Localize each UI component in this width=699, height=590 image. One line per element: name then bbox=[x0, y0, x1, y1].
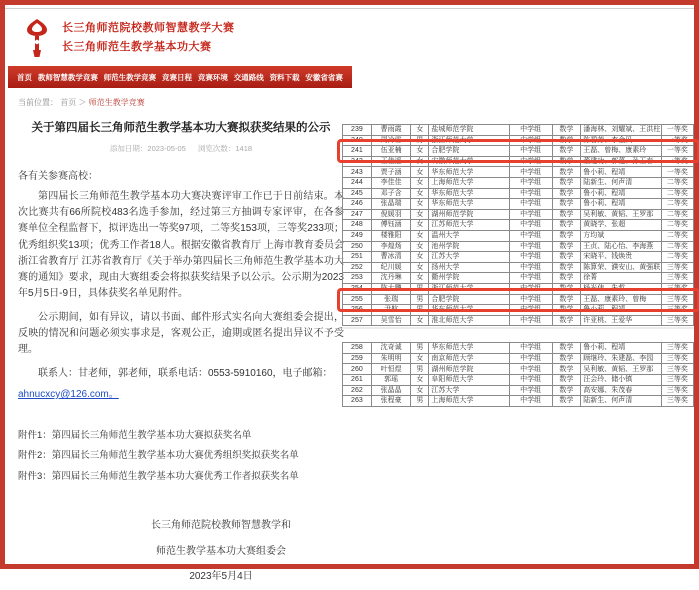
table-cell: 朱明明 bbox=[371, 353, 411, 364]
main-navbar bbox=[8, 66, 352, 88]
table-cell: 三等奖 bbox=[661, 262, 693, 273]
table-cell: 数学 bbox=[552, 199, 581, 210]
table-cell: 阜阳师范大学 bbox=[429, 375, 509, 386]
table-cell: 一等奖 bbox=[661, 146, 693, 157]
table-cell: 263 bbox=[343, 396, 372, 407]
table-cell: 241 bbox=[343, 146, 372, 157]
table-cell: 伍亚楠 bbox=[371, 146, 411, 157]
table-cell: 中学组 bbox=[509, 262, 552, 273]
table-cell: 吴利敏、黄韬、王罗那 bbox=[581, 209, 661, 220]
table-cell: 二等奖 bbox=[661, 209, 693, 220]
table-cell: 黄晓学、张超 bbox=[581, 220, 661, 231]
nav-item-4[interactable]: 竞赛环境 bbox=[197, 72, 228, 82]
table-cell: 中学组 bbox=[509, 294, 552, 305]
table-row bbox=[343, 209, 694, 220]
table-cell: 三等奖 bbox=[661, 396, 693, 407]
table-cell: 楼雅阳 bbox=[371, 230, 411, 241]
webpage-panel bbox=[8, 11, 352, 590]
table-row bbox=[343, 252, 694, 263]
table-cell: 中学组 bbox=[509, 283, 552, 294]
table-cell: 曹冰清 bbox=[371, 252, 411, 263]
table-cell: 陈算荣、濮安山、黄强联 bbox=[581, 262, 661, 273]
table-section-divider bbox=[342, 327, 694, 342]
table-cell: 华东师范大学 bbox=[429, 305, 509, 316]
table-cell: 上海师范大学 bbox=[429, 177, 509, 188]
table-cell: 叶恒煜 bbox=[371, 364, 411, 375]
table-cell: 数学 bbox=[552, 230, 581, 241]
table-cell: 尹航 bbox=[371, 305, 411, 316]
table-cell: 杨光伟、朱哲 bbox=[581, 283, 661, 294]
table-cell: 女 bbox=[411, 252, 429, 263]
table-cell: 260 bbox=[343, 364, 372, 375]
table-cell: 鲁小莉、程靖 bbox=[581, 199, 661, 210]
table-cell: 中学组 bbox=[509, 252, 552, 263]
table-cell: 中学组 bbox=[509, 188, 552, 199]
table-cell: 王佳遥 bbox=[371, 156, 411, 167]
table-cell: 三等奖 bbox=[661, 315, 693, 326]
table-cell: 248 bbox=[343, 220, 372, 231]
table-cell: 数学 bbox=[552, 167, 581, 178]
table-cell: 256 bbox=[343, 305, 372, 316]
table-cell: 潘海林、刘耀斌、王洪柱 bbox=[581, 125, 661, 136]
nav-item-1[interactable]: 教师智慧教学竞赛 bbox=[37, 72, 98, 82]
table-row bbox=[343, 294, 694, 305]
table-cell: 陆新生、何声清 bbox=[581, 396, 661, 407]
table-cell: 沈丹琳 bbox=[371, 273, 411, 284]
table-cell: 江苏大学 bbox=[429, 385, 509, 396]
top-divider bbox=[5, 8, 694, 9]
breadcrumb-home-link[interactable]: 首页 bbox=[60, 98, 77, 107]
table-cell: 246 bbox=[343, 199, 372, 210]
table-cell: 三等奖 bbox=[661, 294, 693, 305]
table-cell: 244 bbox=[343, 177, 372, 188]
table-cell: 男 bbox=[411, 283, 429, 294]
table-cell: 女 bbox=[411, 177, 429, 188]
attachment-link-1[interactable]: 附件1：第四届长三角师范生教学基本功大赛拟获奖名单 bbox=[18, 429, 252, 441]
table-cell: 二等奖 bbox=[661, 199, 693, 210]
table-cell: 女 bbox=[411, 209, 429, 220]
table-cell: 一等奖 bbox=[661, 156, 693, 167]
table-cell: 数学 bbox=[552, 177, 581, 188]
table-row bbox=[343, 283, 694, 294]
table-cell: 261 bbox=[343, 375, 372, 386]
table-cell: 贾子涵 bbox=[371, 167, 411, 178]
table-cell: 女 bbox=[411, 230, 429, 241]
table-cell: 徐菁 bbox=[581, 273, 661, 284]
table-cell: 鲁小莉、程靖 bbox=[581, 167, 661, 178]
table-cell: 王贞、陆心怡、李海燕 bbox=[581, 241, 661, 252]
table-cell: 温州大学 bbox=[429, 230, 509, 241]
table-cell: 顾继玲、朱建磊、李园 bbox=[581, 353, 661, 364]
nav-item-7[interactable]: 安徽省省赛 bbox=[305, 72, 343, 82]
table-cell: 女 bbox=[411, 146, 429, 157]
signoff-block bbox=[116, 513, 326, 590]
table-row bbox=[343, 364, 694, 375]
table-cell: 华东师范大学 bbox=[429, 343, 509, 354]
table-row bbox=[343, 125, 694, 136]
table-cell: 243 bbox=[343, 167, 372, 178]
table-cell: 湖州师范学院 bbox=[429, 364, 509, 375]
table-cell: 249 bbox=[343, 230, 372, 241]
table-cell: 中学组 bbox=[509, 146, 552, 157]
table-cell: 数学 bbox=[552, 156, 581, 167]
table-cell: 王磊、曾梅、康素玲 bbox=[581, 146, 661, 157]
table-cell: 中学组 bbox=[509, 315, 552, 326]
table-cell: 数学 bbox=[552, 135, 581, 146]
torch-flame-icon bbox=[20, 17, 54, 59]
table-cell: 中学组 bbox=[509, 343, 552, 354]
table-cell: 女 bbox=[411, 199, 429, 210]
table-cell: 240 bbox=[343, 135, 372, 146]
table-cell: 鲁小莉、程靖 bbox=[581, 188, 661, 199]
table-cell: 女 bbox=[411, 220, 429, 231]
table-cell: 数学 bbox=[552, 252, 581, 263]
signoff-line-1: 长三角师范院校教师智慧教学和 bbox=[151, 520, 291, 532]
table-cell: 扬州大学 bbox=[429, 262, 509, 273]
table-cell: 邓子含 bbox=[371, 188, 411, 199]
table-cell: 数学 bbox=[552, 146, 581, 157]
table-cell: 女 bbox=[411, 353, 429, 364]
table-cell: 男 bbox=[411, 364, 429, 375]
table-cell: 中学组 bbox=[509, 135, 552, 146]
award-table-wrapper bbox=[342, 124, 694, 407]
table-cell: 一等奖 bbox=[661, 125, 693, 136]
table-cell: 三等奖 bbox=[661, 343, 693, 354]
table-cell: 女 bbox=[411, 167, 429, 178]
table-cell: 陈大鹏 bbox=[371, 283, 411, 294]
table-row bbox=[343, 177, 694, 188]
page-title: 关于第四届长三角师范生教学基本功大赛拟获奖结果的公示 bbox=[31, 122, 331, 134]
table-cell: 鲁小莉、程靖 bbox=[581, 305, 661, 316]
table-row bbox=[343, 146, 694, 157]
table-cell: 数学 bbox=[552, 385, 581, 396]
table-cell: 二等奖 bbox=[661, 188, 693, 199]
site-title-line2: 长三角师范生教学基本功大赛 bbox=[62, 41, 212, 53]
table-cell: 242 bbox=[343, 156, 372, 167]
table-cell: 李煌炀 bbox=[371, 241, 411, 252]
table-cell: 数学 bbox=[552, 364, 581, 375]
table-cell: 男 bbox=[411, 343, 429, 354]
table-cell: 262 bbox=[343, 385, 372, 396]
table-cell: 三等奖 bbox=[661, 273, 693, 284]
table-cell: 曹雨霞 bbox=[371, 125, 411, 136]
table-cell: 二等奖 bbox=[661, 230, 693, 241]
table-cell: 上海师范大学 bbox=[429, 396, 509, 407]
breadcrumb-separator: ＞ bbox=[78, 98, 87, 107]
table-cell: 255 bbox=[343, 294, 372, 305]
table-cell: 253 bbox=[343, 273, 372, 284]
table-cell: 251 bbox=[343, 252, 372, 263]
table-row bbox=[343, 375, 694, 386]
table-cell: 数学 bbox=[552, 209, 581, 220]
table-cell: 数学 bbox=[552, 396, 581, 407]
table-cell: 二等奖 bbox=[661, 220, 693, 231]
table-cell: 郭瑶 bbox=[371, 375, 411, 386]
table-cell: 张晶瑞 bbox=[371, 199, 411, 210]
table-row bbox=[343, 343, 694, 354]
table-cell: 合肥学院 bbox=[429, 294, 509, 305]
table-cell: 女 bbox=[411, 315, 429, 326]
table-cell: 华东师范大学 bbox=[429, 188, 509, 199]
table-cell: 中学组 bbox=[509, 385, 552, 396]
table-cell: 247 bbox=[343, 209, 372, 220]
table-cell: 沈奇诚 bbox=[371, 343, 411, 354]
doc-views: 浏览次数：1418 bbox=[197, 143, 253, 153]
table-cell: 一等奖 bbox=[661, 135, 693, 146]
attachment-link-2[interactable]: 附件2：第四届长三角师范生教学基本功大赛优秀组织奖拟获奖名单 bbox=[18, 450, 299, 462]
table-row bbox=[343, 273, 694, 284]
table-cell: 张瑞 bbox=[371, 294, 411, 305]
table-cell: 江苏大学 bbox=[429, 252, 509, 263]
table-cell: 中学组 bbox=[509, 199, 552, 210]
table-cell: 董建功、郭蕴、孙玉春 bbox=[581, 156, 661, 167]
table-cell: 中学组 bbox=[509, 375, 552, 386]
site-header bbox=[8, 11, 352, 63]
site-titles bbox=[62, 19, 235, 56]
table-cell: 华东师范大学 bbox=[429, 199, 509, 210]
table-cell: 李佳佳 bbox=[371, 177, 411, 188]
contact-email-link[interactable]: ahnucxcy@126.com。 bbox=[18, 388, 119, 400]
nav-item-6[interactable]: 资料下载 bbox=[269, 72, 300, 82]
table-cell: 汪会玲、储小镇 bbox=[581, 375, 661, 386]
table-cell: 一等奖 bbox=[661, 167, 693, 178]
table-cell: 数学 bbox=[552, 343, 581, 354]
table-cell: 鲁小莉、程靖 bbox=[581, 343, 661, 354]
table-cell: 中学组 bbox=[509, 305, 552, 316]
table-cell: 合肥学院 bbox=[429, 146, 509, 157]
table-cell: 中学组 bbox=[509, 273, 552, 284]
table-cell: 池州学院 bbox=[429, 241, 509, 252]
nav-item-3[interactable]: 竞赛日程 bbox=[162, 72, 193, 82]
table-cell: 二等奖 bbox=[661, 241, 693, 252]
table-cell: 中学组 bbox=[509, 353, 552, 364]
table-cell: 男 bbox=[411, 294, 429, 305]
table-cell: 中学组 bbox=[509, 396, 552, 407]
table-cell: 250 bbox=[343, 241, 372, 252]
doc-date: 添加日期：2023-05-05 bbox=[109, 143, 186, 153]
table-cell: 二等奖 bbox=[661, 252, 693, 263]
table-cell: 纪川媛 bbox=[371, 262, 411, 273]
table-cell: 239 bbox=[343, 125, 372, 136]
table-cell: 衢州学院 bbox=[429, 273, 509, 284]
table-cell: 王磊、康素玲、曾梅 bbox=[581, 294, 661, 305]
signoff-line-2: 师范生教学基本功大赛组委会 bbox=[156, 545, 286, 557]
table-cell: 女 bbox=[411, 385, 429, 396]
award-table-section-2 bbox=[342, 342, 694, 407]
table-row bbox=[343, 156, 694, 167]
table-cell: 女 bbox=[411, 273, 429, 284]
breadcrumb-label: 当前位置： bbox=[18, 98, 58, 107]
table-row bbox=[343, 315, 694, 326]
doc-paragraph-1: 第四届长三角师范生教学基本功大赛决赛评审工作已于日前结束。本次比赛共有66所院校483名选手参加，经过第三方抽调专家评审，在各参赛单位全程监督下，拟评选出一等奖97项，二等奖153项，三等奖233项；优秀组织奖13项；优秀工作者18人。根据安徽省教育厅 上海市教育委员会 浙江省教育厅 江苏省教育厅《关于举办第四届长三角师范生教学基本功大赛的通知》要求，现由大赛组委会将拟获奖结果予以公示。公示期为2023年5月5日-9日，具体获奖名单见附件。 bbox=[18, 190, 344, 300]
table-row bbox=[343, 167, 694, 178]
table-cell: 盐城师范学院 bbox=[429, 125, 509, 136]
table-cell: 数学 bbox=[552, 375, 581, 386]
table-cell: 三等奖 bbox=[661, 375, 693, 386]
table-row bbox=[343, 396, 694, 407]
table-row bbox=[343, 385, 694, 396]
table-cell: 女 bbox=[411, 375, 429, 386]
table-cell: 中学组 bbox=[509, 220, 552, 231]
table-cell: 湖州师范学院 bbox=[429, 209, 509, 220]
doc-paragraph-2: 公示期间，如有异议，请以书面、邮件形式实名向大赛组委会提出，反映的情况和问题必须实事求是，客观公正，逾期或匿名提出异议不予受理。 bbox=[18, 311, 344, 356]
breadcrumb bbox=[18, 97, 352, 108]
table-cell: 女 bbox=[411, 241, 429, 252]
table-cell: 258 bbox=[343, 343, 372, 354]
table-cell: 张程豪 bbox=[371, 396, 411, 407]
table-row bbox=[343, 199, 694, 210]
table-cell: 方均斌 bbox=[581, 230, 661, 241]
doc-meta bbox=[18, 143, 344, 154]
table-cell: 数学 bbox=[552, 241, 581, 252]
table-row bbox=[343, 262, 694, 273]
table-cell: 傅钰涵 bbox=[371, 220, 411, 231]
table-cell: 女 bbox=[411, 125, 429, 136]
table-cell: 陆新生、何声清 bbox=[581, 177, 661, 188]
table-cell: 245 bbox=[343, 188, 372, 199]
nav-item-0[interactable]: 首页 bbox=[17, 72, 32, 82]
table-cell: 数学 bbox=[552, 188, 581, 199]
table-cell: 数学 bbox=[552, 262, 581, 273]
table-cell: 中学组 bbox=[509, 177, 552, 188]
table-cell: 张晶晶 bbox=[371, 385, 411, 396]
table-cell: 数学 bbox=[552, 125, 581, 136]
attachment-list bbox=[18, 426, 344, 487]
signoff-line-3: 2023年5月4日 bbox=[189, 571, 253, 583]
table-cell: 数学 bbox=[552, 315, 581, 326]
table-cell: 257 bbox=[343, 315, 372, 326]
table-cell: 三等奖 bbox=[661, 305, 693, 316]
table-cell: 254 bbox=[343, 283, 372, 294]
table-cell: 252 bbox=[343, 262, 372, 273]
table-cell: 周冷雪 bbox=[371, 135, 411, 146]
table-cell: 宋晓平、钱焕贵 bbox=[581, 252, 661, 263]
table-cell: 中学组 bbox=[509, 364, 552, 375]
table-cell: 陈碧芳、李金贝 bbox=[581, 135, 661, 146]
table-cell: 浙江师范大学 bbox=[429, 283, 509, 294]
table-row bbox=[343, 230, 694, 241]
table-cell: 中学组 bbox=[509, 125, 552, 136]
table-cell: 三等奖 bbox=[661, 353, 693, 364]
table-cell: 女 bbox=[411, 156, 429, 167]
table-cell: 三等奖 bbox=[661, 283, 693, 294]
table-cell: 中学组 bbox=[509, 230, 552, 241]
table-cell: 浙江师范大学 bbox=[429, 135, 509, 146]
doc-paragraph-3: 联系人：甘老师，郭老师，联系电话：0553-5910160，电子邮箱： bbox=[38, 367, 333, 379]
table-cell: 数学 bbox=[552, 273, 581, 284]
table-cell: 数学 bbox=[552, 305, 581, 316]
table-cell: 二等奖 bbox=[661, 177, 693, 188]
table-cell: 数学 bbox=[552, 294, 581, 305]
table-cell: 数学 bbox=[552, 283, 581, 294]
table-cell: 许亚桃、王爱华 bbox=[581, 315, 661, 326]
table-cell: 女 bbox=[411, 188, 429, 199]
announcement-article bbox=[18, 120, 344, 590]
table-row bbox=[343, 220, 694, 231]
table-cell: 华东师范大学 bbox=[429, 167, 509, 178]
table-cell: 男 bbox=[411, 305, 429, 316]
table-cell: 中学组 bbox=[509, 241, 552, 252]
award-table-section-1 bbox=[342, 124, 694, 326]
table-row bbox=[343, 353, 694, 364]
table-cell: 男 bbox=[411, 396, 429, 407]
nav-item-5[interactable]: 交通路线 bbox=[233, 72, 264, 82]
table-cell: 高安娜、朱茂春 bbox=[581, 385, 661, 396]
table-overlay-panel bbox=[353, 11, 689, 559]
table-cell: 淮北师范大学 bbox=[429, 315, 509, 326]
table-cell: 女 bbox=[411, 262, 429, 273]
table-row bbox=[343, 135, 694, 146]
table-cell: 倪媛羽 bbox=[371, 209, 411, 220]
breadcrumb-current-link[interactable]: 师范生教学竞赛 bbox=[88, 98, 145, 107]
table-cell: 江苏师范大学 bbox=[429, 220, 509, 231]
table-cell: 中学组 bbox=[509, 156, 552, 167]
table-cell: 吴雪怡 bbox=[371, 315, 411, 326]
table-cell: 数学 bbox=[552, 220, 581, 231]
table-cell: 259 bbox=[343, 353, 372, 364]
doc-greeting: 各有关参赛高校： bbox=[18, 170, 98, 182]
table-cell: 男 bbox=[411, 135, 429, 146]
table-row bbox=[343, 188, 694, 199]
table-cell: 安徽师范大学 bbox=[429, 156, 509, 167]
table-cell: 吴利敏、黄韬、王罗那 bbox=[581, 364, 661, 375]
table-cell: 三等奖 bbox=[661, 385, 693, 396]
table-cell: 三等奖 bbox=[661, 364, 693, 375]
attachment-link-3[interactable]: 附件3：第四届长三角师范生教学基本功大赛优秀工作者拟获奖名单 bbox=[18, 470, 299, 482]
table-cell: 中学组 bbox=[509, 209, 552, 220]
table-row bbox=[343, 241, 694, 252]
site-title-line1: 长三角师范院校教师智慧教学大赛 bbox=[62, 22, 235, 35]
table-row bbox=[343, 305, 694, 316]
nav-item-2[interactable]: 师范生教学竞赛 bbox=[103, 72, 157, 82]
table-cell: 中学组 bbox=[509, 167, 552, 178]
table-cell: 数学 bbox=[552, 353, 581, 364]
table-cell: 南京师范大学 bbox=[429, 353, 509, 364]
